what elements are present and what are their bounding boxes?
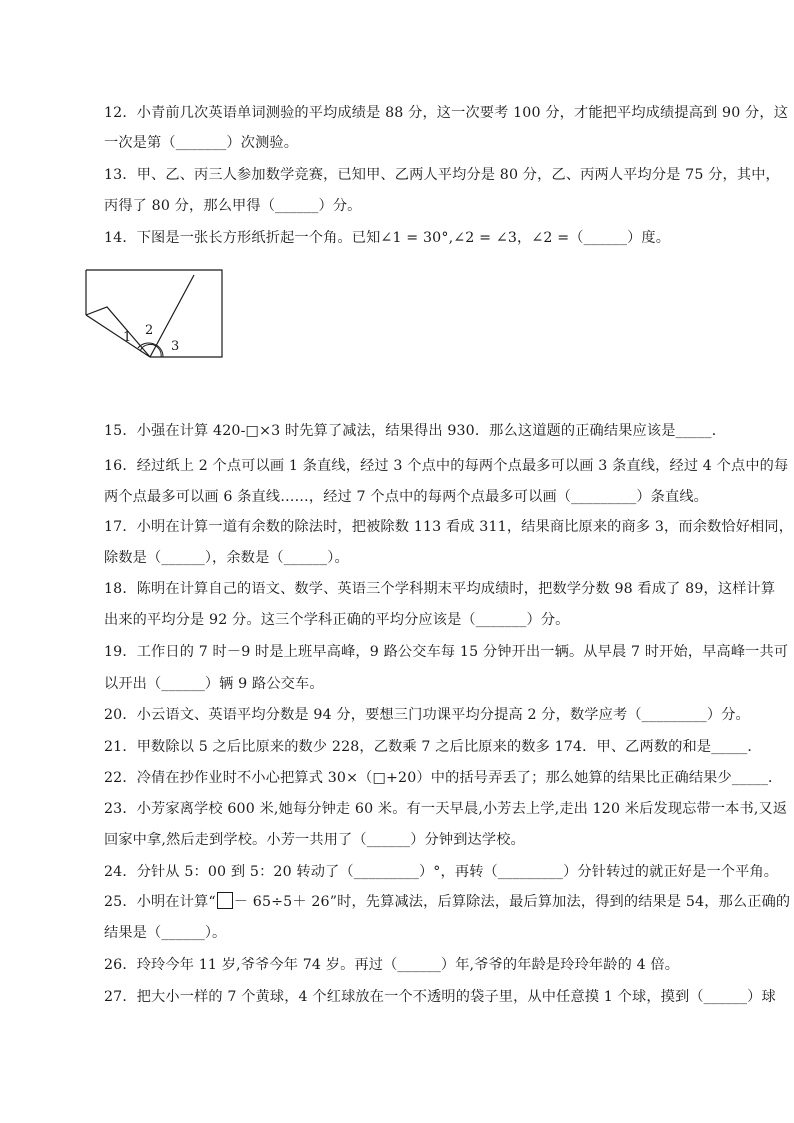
question-17-line-2: 除数是（______），余数是（______）。 [104, 550, 349, 566]
question-13-line-1: 13．甲、乙、丙三人参加数学竞赛，已知甲、乙两人平均分是 80 分，乙、丙两人平均分是 75 分，其中， [104, 167, 780, 183]
question-17-line-1: 17．小明在计算一道有余数的除法时，把被除数 113 看成 311，结果商比原来的商多 3，而余数恰好相同， [104, 519, 794, 535]
question-18-line-2: 出来的平均分是 92 分。这三个学科正确的平均分应该是（_______）分。 [104, 612, 570, 628]
question-25-text-before-box: 25．小明在计算“ [104, 894, 216, 910]
question-20-line-1: 20．小云语文、英语平均分数是 94 分，要想三门功课平均分提高 2 分，数学应考（_________）分。 [104, 707, 750, 723]
question-21-line-1: 21．甲数除以 5 之后比原来的数少 228，乙数乘 7 之后比原来的数多 174．甲、乙两数的和是_____． [104, 739, 762, 755]
question-12-line-1: 12．小青前几次英语单词测验的平均成绩是 88 分，这一次要考 100 分，才能把平均成绩提高到 90 分，这 [104, 105, 789, 121]
question-12-line-2: 一次是第（_______）次测验。 [104, 135, 299, 151]
question-27-line-1: 27．把大小一样的 7 个黄球，4 个红球放在一个不透明的袋子里，从中任意摸 1 个球，摸到（______）球 [104, 989, 776, 1005]
folded-rectangle-diagram [82, 267, 228, 363]
question-23-line-2: 回家中拿,然后走到学校。小芳一共用了（______）分钟到达学校。 [104, 832, 525, 848]
question-13-line-2: 丙得了 80 分，那么甲得（______）分。 [104, 198, 362, 214]
question-18-line-1: 18．陈明在计算自己的语文、数学、英语三个学科期末平均成绩时，把数学分数 98 看成了 89，这样计算 [104, 581, 776, 597]
question-25-line-2: 结果是（______）。 [104, 925, 227, 941]
question-16-line-1: 16．经过纸上 2 个点可以画 1 条直线，经过 3 个点中的每两个点最多可以画 3 条直线，经过 4 个点中的每 [104, 458, 789, 474]
question-26-line-1: 26．玲玲今年 11 岁,爷爷今年 74 岁。再过（______）年,爷爷的年龄是玲玲年龄的 4 倍。 [104, 957, 680, 973]
question-24-line-1: 24．分针从 5：00 到 5：20 转动了（_________）°，再转（_________）分针转过的就正好是一个平角。 [104, 864, 779, 880]
question-14-line-1: 14．下图是一张长方形纸折起一个角。已知∠1 = 30°,∠2 = ∠3，∠2 =（______）度。 [104, 230, 671, 246]
question-19-line-1: 19．工作日的 7 时－9 时是上班早高峰，9 路公交车每 15 分钟开出一辆。从早晨 7 时开始，早高峰一共可 [104, 644, 789, 660]
question-16-line-2: 两个点最多可以画 6 条直线……，经过 7 个点中的每两个点最多可以画（_________）条直线。 [104, 489, 709, 505]
question-15-line-1: 15．小强在计算 420-□×3 时先算了减法，结果得出 930．那么这道题的正确结果应该是_____． [104, 423, 727, 439]
angle-label-2: 2 [145, 323, 154, 338]
blank-box-icon [217, 892, 233, 909]
angle-label-1: 1 [123, 330, 132, 345]
angle-label-3: 3 [171, 339, 180, 354]
question-19-line-2: 以开出（______）辆 9 路公交车。 [104, 676, 324, 692]
question-23-line-1: 23．小芳家离学校 600 米,她每分钟走 60 米。有一天早晨,小芳去上学,走出 120 米后发现忘带一本书,又返 [104, 801, 788, 817]
question-25-text-after-box: － 65÷5＋ 26”时，先算减法，后算除法，最后算加法，得到的结果是 54，那么正确的 [233, 894, 791, 910]
question-22-line-1: 22．冷倩在抄作业时不小心把算式 30×（□+20）中的括号弄丢了；那么她算的结果比正确结果少_____． [104, 770, 783, 786]
folded-paper-figure [82, 267, 228, 363]
question-25-line-1 [104, 892, 791, 912]
